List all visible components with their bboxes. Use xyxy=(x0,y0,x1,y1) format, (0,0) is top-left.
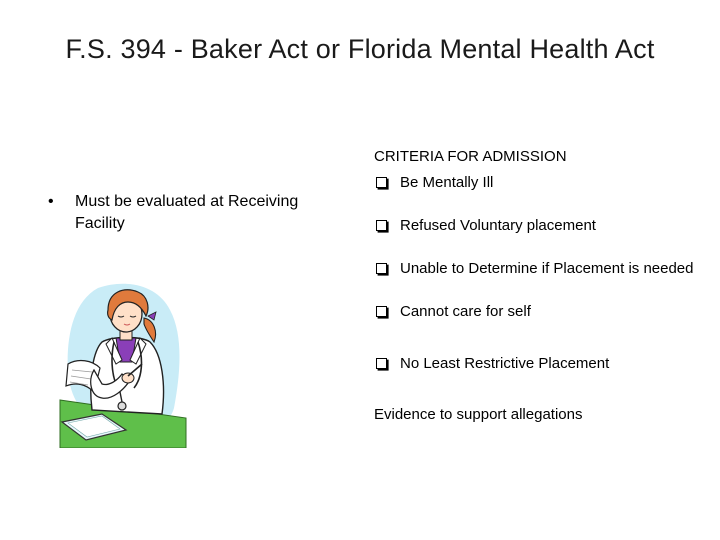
criteria-item-text: Refused Voluntary placement xyxy=(400,217,596,234)
criteria-item-text: Unable to Determine if Placement is needed xyxy=(400,260,694,277)
checkbox-icon xyxy=(376,358,387,369)
criteria-heading: CRITERIA FOR ADMISSION xyxy=(374,148,567,165)
criteria-item-text: Cannot care for self xyxy=(400,303,531,320)
list-item xyxy=(374,355,694,373)
bullet-icon: • xyxy=(48,193,54,210)
left-bullet-list xyxy=(44,191,344,235)
nurse-with-clipboard-icon xyxy=(58,280,188,448)
list-item xyxy=(44,191,344,235)
list-item xyxy=(374,260,694,278)
slide-title: F.S. 394 - Baker Act or Florida Mental Health Act xyxy=(65,34,655,64)
evidence-note: Evidence to support allegations xyxy=(374,406,583,423)
criteria-item-text: No Least Restrictive Placement xyxy=(400,355,610,372)
checkbox-icon xyxy=(376,263,387,274)
checkbox-icon xyxy=(376,306,387,317)
list-item xyxy=(374,174,694,192)
list-item xyxy=(374,217,694,235)
checkbox-icon xyxy=(376,177,387,188)
checkbox-icon xyxy=(376,220,387,231)
criteria-item-text: Be Mentally Ill xyxy=(400,174,494,191)
list-item xyxy=(374,303,694,321)
bullet-text: Must be evaluated at Receiving Facility xyxy=(75,193,299,232)
